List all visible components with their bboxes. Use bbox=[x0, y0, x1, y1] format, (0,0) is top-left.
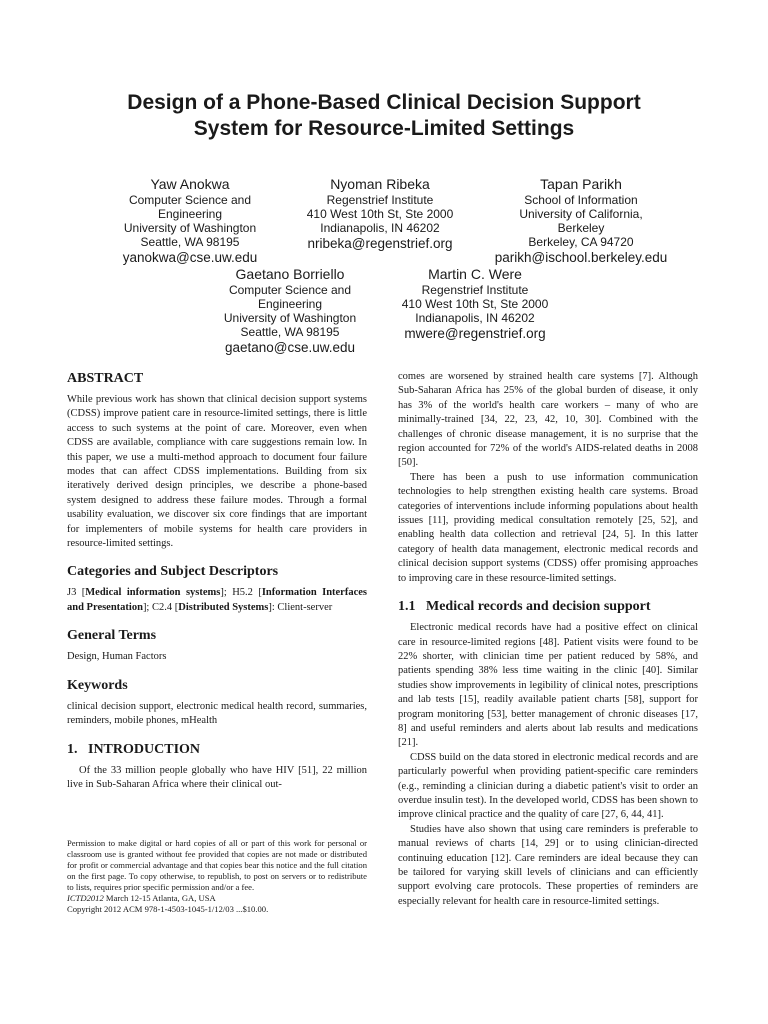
author-email: nribeka@regenstrief.org bbox=[307, 236, 453, 251]
author-block-2 bbox=[290, 176, 470, 252]
author-affiliation-line: School of Information bbox=[524, 193, 638, 207]
author-affiliation-line: University of Washington bbox=[223, 311, 357, 325]
categories-part-bold: Medical information systems bbox=[85, 587, 221, 599]
abstract-text: While previous work has shown that clinical decision support systems (CDSS) improve patient care in resource-limited settings, there is little access to such systems at the point of care. Moreover, even when CDSS are available, compliance with care suggestions remain low. In this paper, we use a multi-method approach to document four failure modes that can affect CDSS implementations. Building from six iteratively derived design principles, we describe a phone-based system designed to address these failure modes. Through a formal usability evaluation, we discover six core findings that are important for implementers of mobile systems for health care providers in resource-limited settings. bbox=[67, 394, 367, 550]
author-affiliation-line: 410 West 10th St, Ste 2000 bbox=[306, 207, 454, 221]
author-affiliation-line: Seattle, WA 98195 bbox=[240, 325, 340, 339]
author-name: Tapan Parikh bbox=[540, 176, 622, 192]
author-affiliation-line: 410 West 10th St, Ste 2000 bbox=[401, 297, 549, 311]
introduction-heading: 1. INTRODUCTION bbox=[67, 741, 201, 757]
categories-heading: Categories and Subject Descriptors bbox=[67, 564, 279, 580]
categories-part-bold: Distributed Systems bbox=[178, 601, 269, 613]
subsection-paragraph: CDSS build on the data stored in electronic medical records and are particularly powerful when providing patient-specific care reminders (e.g., reminding a clinician during a diabetic patient's visit to order an overdue insulin test). In the developed world, CDSS has been shown to improve clinical practice and the quality of care [27, 6, 44, 41]. bbox=[398, 751, 698, 821]
right-column bbox=[398, 370, 698, 909]
permission-text: Permission to make digital or hard copies of all or part of this work for personal or classroom use is granted without fee provided that copies are not made or distributed for profit or commercial advantage and that copies bear this notice and the full citation on the first page. To copy otherwise, to republish, to post on servers or to redistribute to lists, requires prior specific permission and/or a fee. bbox=[67, 838, 367, 892]
author-affiliation-line: Indianapolis, IN 46202 bbox=[320, 221, 440, 235]
author-affiliation-line: Regenstrief Institute bbox=[421, 283, 529, 297]
intro-continuation: comes are worsened by strained health care systems [7]. Although Sub-Saharan Africa has 25% of the global burden of disease, it only has 3% of the world's health care workers – many of who are minimally-trained [34, 22, 23, 42, 10, 30]. Combined with the challenges of chronic disease management, it is no surprise that the region accounted for 72% of the world's AIDS-related deaths in 2008 [50]. bbox=[398, 371, 698, 469]
author-name: Nyoman Ribeka bbox=[330, 176, 430, 192]
keywords-text: clinical decision support, electronic medical health record, summaries, reminders, mobile phones, mHealth bbox=[67, 700, 367, 727]
author-block-4 bbox=[205, 266, 375, 356]
categories-part: ]; C2.4 [ bbox=[142, 601, 179, 613]
conference-line bbox=[67, 893, 367, 904]
categories-part-bold: Information Interfaces and Presentation bbox=[67, 587, 368, 613]
general-terms-heading: General Terms bbox=[67, 628, 157, 644]
permission-notice bbox=[67, 838, 367, 915]
author-block-5 bbox=[385, 266, 565, 342]
author-affiliation-line: Regenstrief Institute bbox=[326, 193, 434, 207]
author-email: mwere@regenstrief.org bbox=[404, 326, 546, 341]
subsection-paragraph: Electronic medical records have had a positive effect on clinical care in resource-limited regions [48]. Patient visits were found to be 22% shorter, with clinician time per patient reduced by 58%, and patients spending 38% less time waiting in the clinic [40]. Similar studies show improvements in legibility of clinical notes, prescriptions and lab tests [15], readily available patient charts [58], support for program monitoring [53], better management of chronic diseases [17, 8] and useful reminders and alerts about lab results and medications [21]. bbox=[398, 622, 698, 749]
author-email: parikh@ischool.berkeley.edu bbox=[494, 250, 668, 265]
conference-name: ICTD2012 bbox=[67, 893, 104, 903]
author-block-3 bbox=[478, 176, 684, 266]
subsection-heading: 1.1 Medical records and decision support bbox=[398, 599, 651, 615]
paper-title bbox=[60, 90, 708, 142]
author-name: Gaetano Borriello bbox=[235, 266, 345, 282]
abstract-heading: ABSTRACT bbox=[67, 371, 144, 386]
general-terms-text: Design, Human Factors bbox=[67, 651, 167, 663]
copyright-line: Copyright 2012 ACM 978-1-4503-1045-1/12/03 ...$10.00. bbox=[67, 904, 269, 914]
categories-part: J3 [ bbox=[67, 587, 86, 599]
author-affiliation-line: Engineering bbox=[257, 297, 323, 311]
categories-part: ]: Client-server bbox=[268, 601, 333, 613]
conference-details: March 12-15 Atlanta, GA, USA bbox=[103, 893, 216, 903]
title-line-1: Design of a Phone-Based Clinical Decision Support bbox=[127, 91, 641, 114]
introduction-text: Of the 33 million people globally who have HIV [51], 22 million live in Sub-Saharan Africa where their clinical out- bbox=[67, 764, 367, 790]
subsection-paragraph: Studies have also shown that using care reminders is preferable to manual reviews of charts [14, 29] or to using clinician-directed continuing education [12]. Care reminders are ideal because they can be tailored for varying skill levels of clinicians and can efficiently support evolving care protocols. These properties of reminders are especially relevant for health care in resource-limited settings. bbox=[398, 823, 698, 907]
author-email: yanokwa@cse.uw.edu bbox=[122, 250, 258, 265]
author-block-1 bbox=[110, 176, 270, 266]
categories-text bbox=[67, 586, 367, 615]
author-name: Yaw Anokwa bbox=[150, 176, 230, 192]
title-line-2: System for Resource-Limited Settings bbox=[193, 117, 575, 140]
keywords-heading: Keywords bbox=[67, 677, 128, 693]
author-email: gaetano@cse.uw.edu bbox=[224, 340, 356, 355]
author-affiliation-line: University of Washington bbox=[123, 221, 257, 235]
author-affiliation-line: Computer Science and bbox=[128, 193, 252, 207]
left-column bbox=[67, 370, 367, 792]
author-affiliation-line: Engineering bbox=[157, 207, 223, 221]
author-name: Martin C. Were bbox=[428, 266, 522, 282]
author-affiliation-line: University of California, bbox=[519, 207, 643, 221]
author-affiliation-line: Seattle, WA 98195 bbox=[140, 235, 240, 249]
author-affiliation-line: Indianapolis, IN 46202 bbox=[415, 311, 535, 325]
author-affiliation-line: Berkeley, CA 94720 bbox=[528, 235, 634, 249]
author-affiliation-line: Berkeley bbox=[557, 221, 605, 235]
author-affiliation-line: Computer Science and bbox=[228, 283, 352, 297]
categories-part: ]; H5.2 [ bbox=[220, 587, 262, 599]
intro-paragraph: There has been a push to use information communication technologies to help strengthen existing health care systems. Broad categories of interventions include informing populations about health issues [11], providing medical consultation remotely [25, 52], and enabling health data collection and retrieval [24, 5]. In this latter category of health data management, electronic medical records and clinical decision support systems (CDSS) offer promising approaches to improving care in these resource-limited settings. bbox=[398, 471, 698, 584]
